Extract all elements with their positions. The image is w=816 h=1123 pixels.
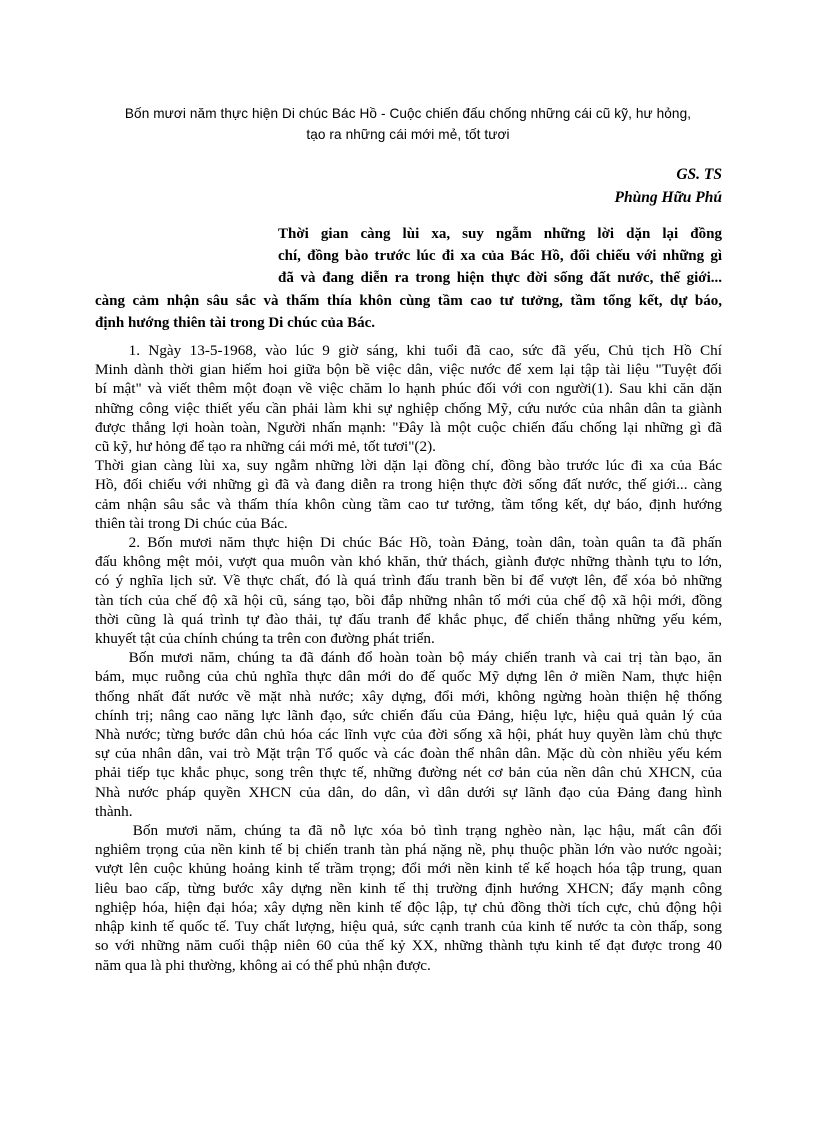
- text-line: so với những năm cuối thập niên 60 của thế kỷ XX, những thành tựu kinh tế đạt được trong 40: [95, 937, 722, 955]
- text-line: Nhà nước; từng bước dân chủ hóa các lĩnh vực của đời sống xã hội, phát huy quyền làm chủ thực: [95, 726, 722, 744]
- text-line: được thắng lợi hoàn toàn, Người nhấn mạnh: "Đây là một cuộc chiến đấu chống lại những gì đã: [95, 418, 722, 436]
- lead-paragraph: [95, 223, 722, 334]
- text-line: đấu không mệt mỏi, vượt qua muôn vàn khó khăn, thử thách, giành được những thành tựu to lớn,: [95, 553, 722, 571]
- text-line: những công việc thiết yếu cần phải làm khi sự nghiệp chống Mỹ, cứu nước của nhân dân ta giành: [95, 399, 722, 417]
- text-line: Thời gian càng lùi xa, suy ngẫm những lời dặn lại đồng chí, đồng bào trước lúc đi xa của Bác: [95, 457, 722, 475]
- lead-line-2: chí, đồng bào trước lúc đi xa của Bác Hồ, đối chiếu với những gì: [278, 248, 722, 265]
- text-line: thời cũng là quá trình tự đào thải, tự đấu tranh để khắc phục, để chiến thắng những yếu kém,: [95, 610, 722, 628]
- text-line: bám, mục ruỗng của chủ nghĩa thực dân mới do đế quốc Mỹ dựng lên ở miền Nam, thực hiện: [95, 668, 722, 686]
- text-line: khuyết tật của chính chúng ta trên con đường phát triển.: [95, 630, 435, 648]
- text-line: thiên tài trong Di chúc của Bác.: [95, 514, 288, 532]
- paragraph-2: [95, 456, 722, 533]
- text-line: nghiêm trọng của nền kinh tế bị chiến tranh tàn phá nặng nề, phụ thuộc phần lớn vào nước ngoài;: [95, 841, 722, 859]
- document-title: [60, 103, 756, 145]
- text-line: liêu bao cấp, từng bước xây dựng nền kinh tế thị trường định hướng XHCN; đẩy mạnh công: [95, 879, 722, 897]
- title-line-1: Bốn mươi năm thực hiện Di chúc Bác Hồ - Cuộc chiến đấu chống những cái cũ kỹ, hư hỏng,: [124, 106, 692, 121]
- text-line: Hồ, đối chiếu với những gì đã và đang diễn ra trong hiện thực đời sống đất nước, thế giới... càng: [95, 476, 722, 494]
- text-line: thống nhất đất nước về mặt nhà nước; xây dựng, đổi mới, không ngừng hoàn thiện hệ thống: [95, 687, 722, 705]
- lead-line-1: Thời gian càng lùi xa, suy ngẫm những lời dặn lại đồng: [278, 226, 722, 242]
- body-text: [95, 341, 722, 975]
- author-name: Phùng Hữu Phú: [614, 189, 722, 206]
- paragraph-4: [95, 648, 722, 821]
- text-line: cảm nhận sâu sắc và thấm thía khôn cùng tầm cao tư tưởng, tầm tổng kết, dự báo, định hướng: [95, 495, 722, 513]
- text-line: thành.: [95, 802, 133, 820]
- text-line: chính trị; nâng cao năng lực lãnh đạo, sức chiến đấu của Đảng, hiệu lực, hiệu quả quản lý của: [95, 706, 722, 724]
- lead-line-3: đã và đang diễn ra trong hiện thực đời sống đất nước, thế giới...: [278, 270, 722, 287]
- text-line: Minh dành thời gian hiếm hoi giữa bộn bề việc dân, việc nước để xem lại tập tài liệu "Tuyệt đối: [95, 361, 722, 379]
- lead-line-5: định hướng thiên tài trong Di chúc của Bác.: [95, 314, 375, 331]
- lead-line-4: càng cảm nhận sâu sắc và thấm thía khôn cùng tầm cao tư tưởng, tầm tổng kết, dự báo,: [95, 292, 722, 309]
- text-line: có ý nghĩa lịch sử. Về thực chất, đó là quá trình đấu tranh bền bỉ để vượt lên, để xóa bỏ những: [95, 572, 722, 590]
- text-line: tàn tích của chế độ xã hội cũ, sáng tạo, bồi đắp những nhân tố mới của chế độ xã hội mới, đồng: [95, 591, 722, 609]
- text-line: bí mật" và viết thêm một đoạn về việc chăm lo hạnh phúc đối với con người(1). Sau khi căn dặn: [95, 380, 722, 398]
- text-line: nhập kinh tế quốc tế. Tuy chất lượng, hiệu quả, sức cạnh tranh của kinh tế nước ta còn thấp, song: [95, 918, 722, 936]
- text-line: 2. Bốn mươi năm thực hiện Di chúc Bác Hồ, toàn Đảng, toàn dân, toàn quân ta đã phấn: [128, 534, 722, 552]
- author-block: [614, 163, 722, 209]
- text-line: Bốn mươi năm, chúng ta đã đánh đổ hoàn toàn bộ máy chiến tranh và cai trị tàn bạo, ăn: [128, 649, 722, 667]
- text-line: phải tiếp tục khắc phục, song trên thực tế, những đường nét cơ bản của nền dân chủ XHCN, của: [95, 764, 722, 782]
- title-line-2: tạo ra những cái mới mẻ, tốt tươi: [306, 127, 510, 142]
- text-line: năm qua là phi thường, không ai có thể phủ nhận được.: [95, 956, 431, 974]
- text-line: sự của nhân dân, vai trò Mặt trận Tổ quốc và các đoàn thể nhân dân. Mặc dù còn nhiều yếu kém: [95, 745, 722, 763]
- paragraph-3: [95, 533, 722, 648]
- text-line: Nhà nước pháp quyền XHCN của dân, do dân, vì dân dưới sự lãnh đạo của Đảng đang hình: [95, 783, 722, 801]
- paragraph-1: [95, 341, 722, 456]
- text-line: Bốn mươi năm, chúng ta đã nỗ lực xóa bỏ tình trạng nghèo nàn, lạc hậu, mất cân đối: [132, 822, 722, 840]
- text-line: 1. Ngày 13-5-1968, vào lúc 9 giờ sáng, khi tuổi đã cao, sức đã yếu, Chủ tịch Hồ Chí: [128, 342, 722, 359]
- author-degree: GS. TS: [676, 166, 722, 183]
- text-line: vượt lên cuộc khủng hoảng kinh tế trầm trọng; đổi mới nền kinh tế kế hoạch hóa tập trung, quan: [95, 860, 722, 878]
- text-line: nghiệp hóa, hiện đại hóa; xây dựng nền kinh tế độc lập, tự chủ đồng thời tích cực, chủ động hội: [95, 898, 722, 916]
- text-line: cũ kỹ, hư hỏng để tạo ra những cái mới mẻ, tốt tươi"(2).: [95, 438, 436, 456]
- paragraph-5: [95, 821, 722, 975]
